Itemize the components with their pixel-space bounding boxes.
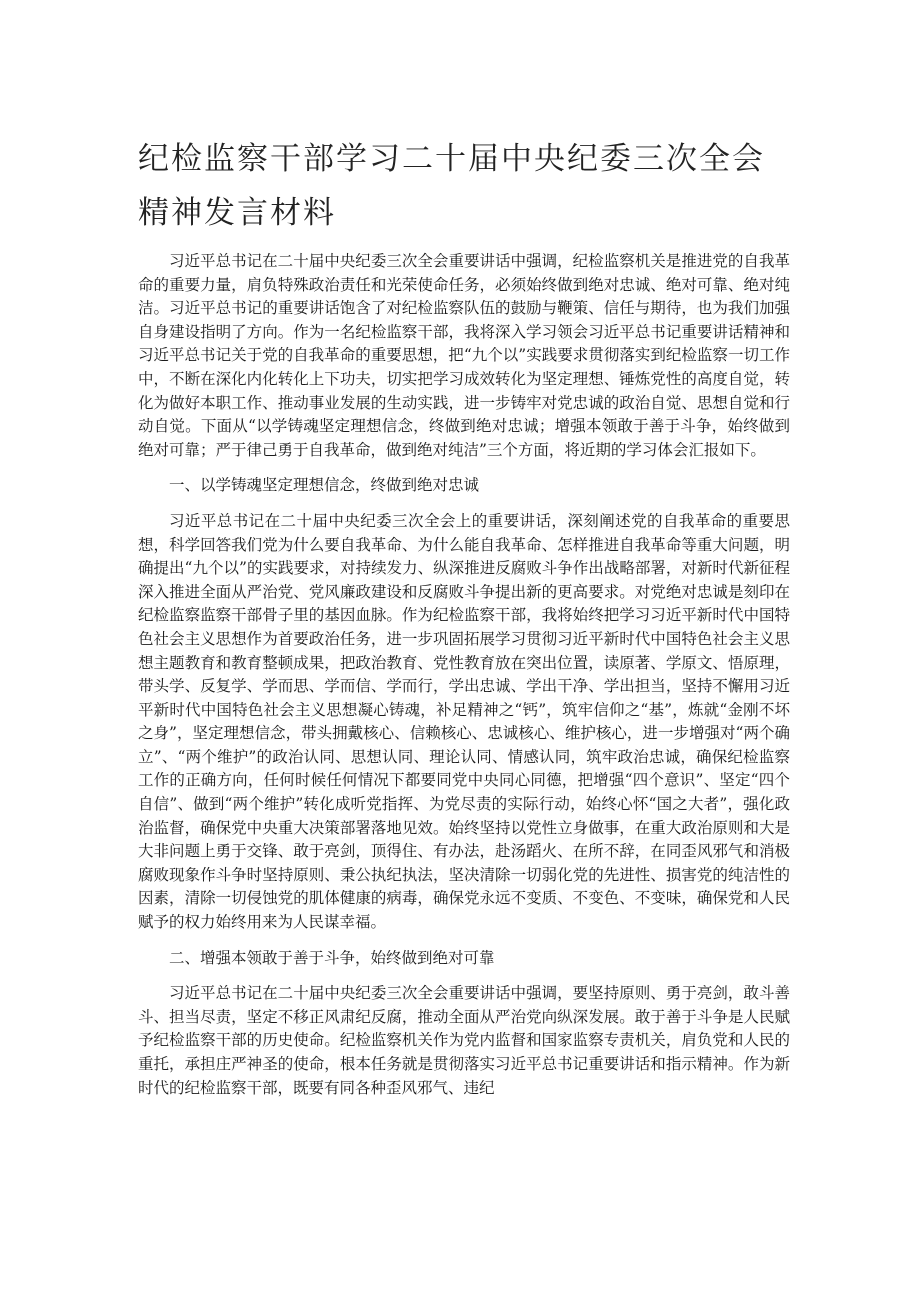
document-title: 纪检监察干部学习二十届中央纪委三次全会精神发言材料 — [138, 141, 765, 231]
section-1-heading: 一、以学铸魂坚定理想信念，终做到绝对忠诚 — [169, 476, 480, 495]
section-1-paragraph: 习近平总书记在二十届中央纪委三次全会上的重要讲话，深刻阐述党的自我革命的重要思想，科学回答我们党为什么要自我革命、为什么能自我革命、怎样推进自我革命等重大问题，明确提出“九个以”的实践要求，对持续发力、纵深推进反腐败斗争作出战略部署，对新时代新征程深入推进全面从严治党、党风廉政建设和反腐败斗争提出新的更高要求。对党绝对忠诚是刻印在纪检监察监察干部骨子里的基因血脉。作为纪检监察干部，我将始终把学习习近平新时代中国特色社会主义思想作为首要政治任务，进一步巩固拓展学习贯彻习近平新时代中国特色社会主义思想主题教育和教育整顿成果，把政治教育、党性教育放在突出位置，读原著、学原文、悟原理，带头学、反复学、学而思、学而信、学而行，学出忠诚、学出干净、学出担当，坚持不懈用习近平新时代中国特色社会主义思想凝心铸魂，补足精神之“钙”，筑牢信仰之“基”，炼就“金刚不坏之身”，坚定理想信念，带头拥戴核心、信赖核心、忠诚核心、维护核心，进一步增强对“两个确立”、“两个维护”的政治认同、思想认同、理论认同、情感认同，筑牢政治忠诚，确保纪检监察工作的正确方向，任何时候任何情况下都要同党中央同心同德，把增强“四个意识”、坚定“四个自信”、做到“两个维护”转化成听党指挥、为党尽责的实际行动，始终心怀“国之大者”，强化政治监督，确保党中央重大决策部署落地见效。始终坚持以党性立身做事，在重大政治原则和大是大非问题上勇于交锋、敢于亮剑，顶得住、有办法，赴汤蹈火、在所不辞，在同歪风邪气和消极腐败现象作斗争时坚持原则、秉公执纪执法，坚决清除一切弱化党的先进性、损害党的纯洁性的因素，清除一切侵蚀党的肌体健康的病毒，确保党永远不变质、不变色、不变味，确保党和人民赋予的权力始终用来为人民谋幸福。 — [138, 511, 790, 932]
document-page — [138, 132, 790, 1112]
section-2-paragraph: 习近平总书记在二十届中央纪委三次全会重要讲话中强调，要坚持原则、勇于亮剑，敢斗善斗、担当尽责，坚定不移正风肃纪反腐，推动全面从严治党向纵深发展。敢于善于斗争是人民赋予纪检监察干部的历史使命。纪检监察机关作为党内监督和国家监察专责机关，肩负党和人民的重托，承担庄严神圣的使命，根本任务就是贯彻落实习近平总书记重要讲话和指示精神。作为新时代的纪检监察干部，既要有同各种歪风邪气、违纪 — [138, 984, 790, 1097]
intro-paragraph: 习近平总书记在二十届中央纪委三次全会重要讲话中强调，纪检监察机关是推进党的自我革命的重要力量，肩负特殊政治责任和光荣使命任务，必须始终做到绝对忠诚、绝对可靠、绝对纯洁。习近平总书记的重要讲话饱含了对纪检监察队伍的鼓励与鞭策、信任与期待，也为我们加强自身建设指明了方向。作为一名纪检监察干部，我将深入学习领会习近平总书记重要讲话精神和习近平总书记关于党的自我革命的重要思想，把“九个以”实践要求贯彻落实到纪检监察一切工作中，不断在深化内化转化上下功夫，切实把学习成效转化为坚定理想、锤炼党性的高度自觉，转化为做好本职工作、推动事业发展的生动实践，进一步铸牢对党忠诚的政治自觉、思想自觉和行动自觉。下面从“以学铸魂坚定理想信念，终做到绝对忠诚；增强本领敢于善于斗争，始终做到绝对可靠；严于律己勇于自我革命，做到绝对纯洁”三个方面，将近期的学习体会汇报如下。 — [138, 252, 790, 459]
section-2-heading: 二、增强本领敢于善于斗争，始终做到绝对可靠 — [169, 948, 495, 967]
